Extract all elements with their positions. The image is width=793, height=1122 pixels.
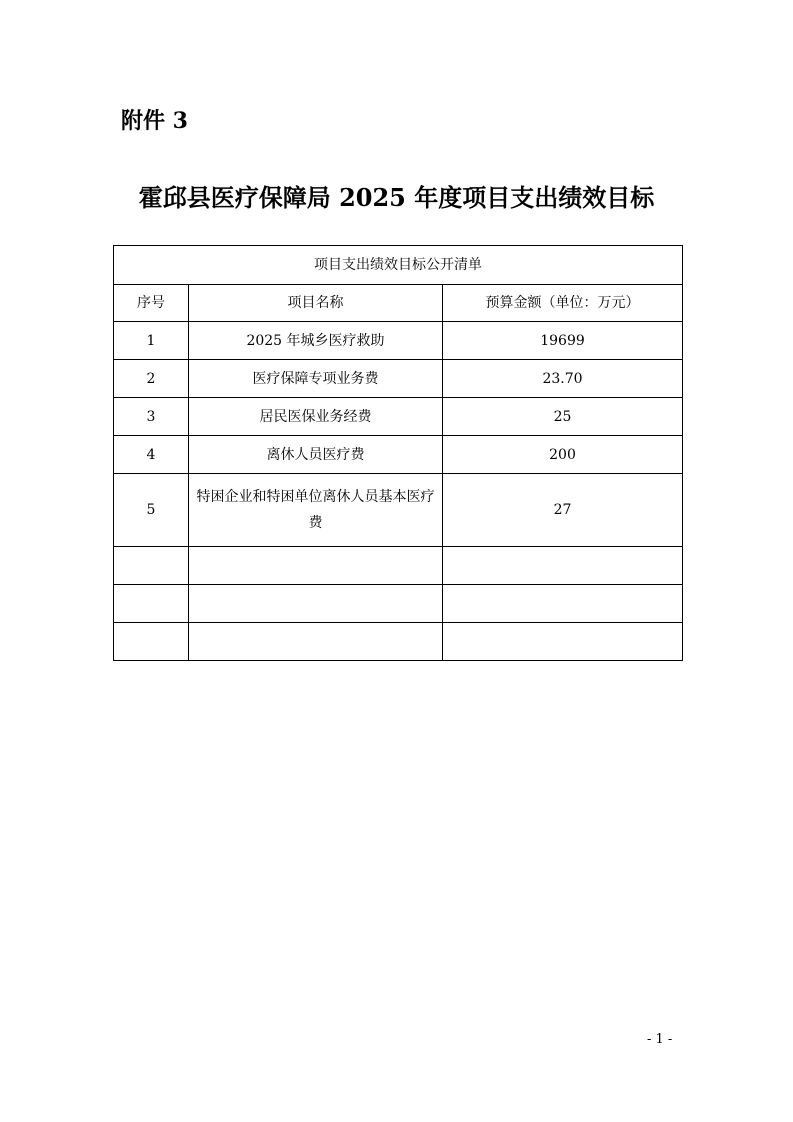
table-caption-row — [114, 246, 683, 285]
cell-serial-number: 1 — [114, 322, 189, 360]
table-row — [114, 474, 683, 547]
cell-serial-number: 5 — [114, 474, 189, 547]
cell-serial-number: 3 — [114, 398, 189, 436]
performance-target-table — [113, 245, 683, 661]
cell-project-name — [189, 623, 443, 661]
cell-project-name: 居民医保业务经费 — [189, 398, 443, 436]
table-row — [114, 360, 683, 398]
cell-budget-amount: 27 — [443, 474, 683, 547]
cell-budget-amount: 25 — [443, 398, 683, 436]
table-row-empty — [114, 547, 683, 585]
cell-budget-amount — [443, 585, 683, 623]
cell-budget-amount: 200 — [443, 436, 683, 474]
cell-project-name: 2025 年城乡医疗救助 — [189, 322, 443, 360]
cell-project-name: 医疗保障专项业务费 — [189, 360, 443, 398]
cell-serial-number — [114, 547, 189, 585]
cell-budget-amount: 23.70 — [443, 360, 683, 398]
table-row — [114, 436, 683, 474]
cell-project-name — [189, 547, 443, 585]
header-project-name: 项目名称 — [189, 285, 443, 322]
page-number: - 1 - — [647, 1032, 673, 1047]
table-row-empty — [114, 585, 683, 623]
table-row — [114, 322, 683, 360]
cell-budget-amount — [443, 623, 683, 661]
attachment-label: 附件 3 — [121, 108, 188, 134]
table-caption: 项目支出绩效目标公开清单 — [114, 246, 683, 285]
cell-serial-number: 4 — [114, 436, 189, 474]
header-serial-number: 序号 — [114, 285, 189, 322]
cell-project-name: 离休人员医疗费 — [189, 436, 443, 474]
cell-budget-amount: 19699 — [443, 322, 683, 360]
table-header-row — [114, 285, 683, 322]
cell-serial-number — [114, 623, 189, 661]
table-row — [114, 398, 683, 436]
document-title: 霍邱县医疗保障局 2025 年度项目支出绩效目标 — [138, 183, 655, 212]
header-budget-amount: 预算金额（单位：万元） — [443, 285, 683, 322]
cell-project-name: 特困企业和特困单位离休人员基本医疗费 — [189, 474, 443, 547]
cell-serial-number: 2 — [114, 360, 189, 398]
cell-serial-number — [114, 585, 189, 623]
cell-budget-amount — [443, 547, 683, 585]
table-row-empty — [114, 623, 683, 661]
cell-project-name — [189, 585, 443, 623]
